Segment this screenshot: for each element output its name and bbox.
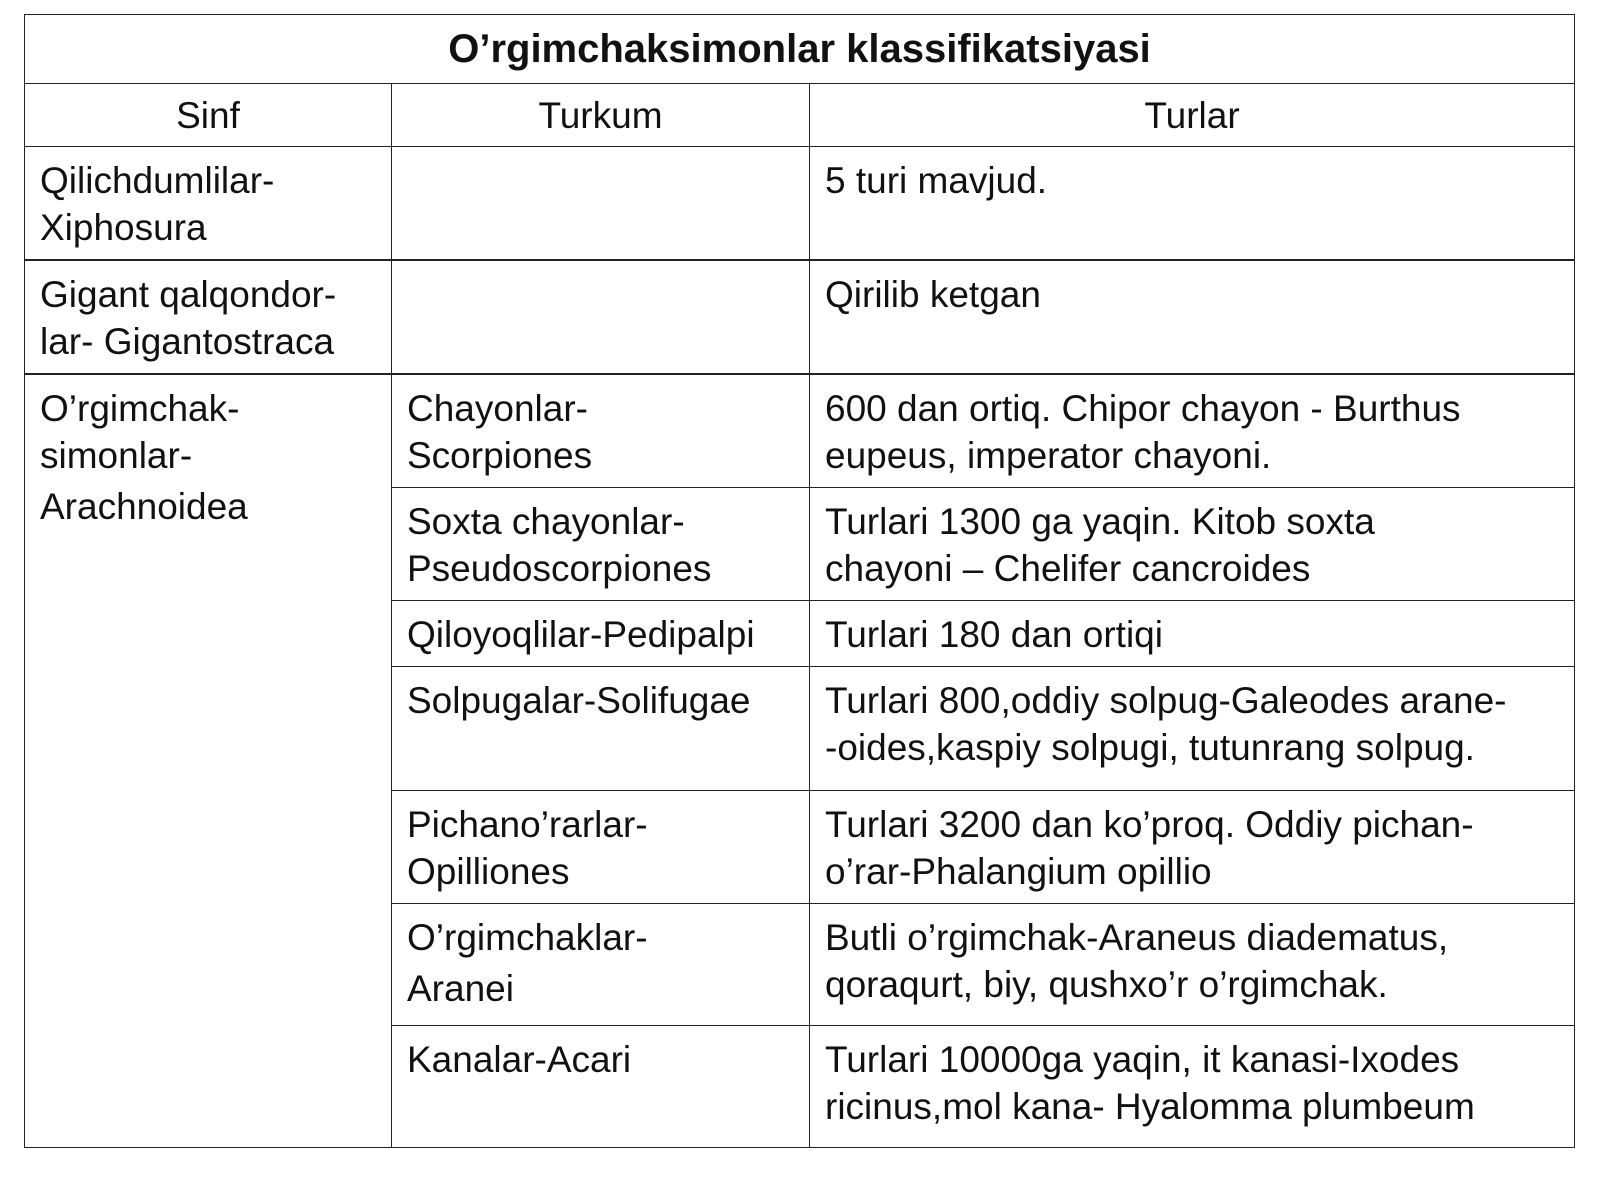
- cell-turlar: [810, 147, 1575, 261]
- cell-turlar: [810, 1026, 1575, 1148]
- turkum-text-line2: Aranei: [407, 968, 514, 1009]
- cell-turlar: [810, 904, 1575, 1026]
- cell-turkum: [392, 1026, 810, 1148]
- turlar-text: Turlari 10000ga yaqin, it kanasi-Ixodes ricinus,mol kana- Hyalomma plumbeum: [825, 1039, 1475, 1127]
- turlar-text: 5 turi mavjud.: [825, 160, 1048, 201]
- sinf-text: O’rgimchak- simonlar-: [40, 388, 240, 476]
- table-title-row: [25, 15, 1575, 84]
- turkum-text: [392, 147, 809, 165]
- cell-turlar: [810, 601, 1575, 667]
- table-header-row: [25, 84, 1575, 147]
- turlar-text: Turlari 1300 ga yaqin. Kitob soxta chayoni – Chelifer cancroides: [825, 501, 1375, 589]
- cell-turkum: [392, 601, 810, 667]
- header-turlar: Turlar: [810, 84, 1575, 147]
- turlar-text: Turlari 3200 dan ko’proq. Oddiy pichan- o’rar-Phalangium opillio: [825, 804, 1474, 892]
- turkum-text: O’rgimchaklar-: [407, 917, 648, 958]
- turkum-text: Qiloyoqlilar-Pedipalpi: [407, 614, 755, 655]
- cell-sinf: [25, 147, 392, 261]
- turkum-text: Solpugalar-Solifugae: [407, 680, 751, 721]
- turkum-text: Soxta chayonlar- Pseudoscorpiones: [407, 501, 712, 589]
- cell-sinf-arachnoidea: [25, 374, 392, 1148]
- table-row-scorpiones: [25, 374, 1575, 488]
- cell-turkum: [392, 904, 810, 1026]
- table-title: O’rgimchaksimonlar klassifikatsiyasi: [25, 15, 1575, 84]
- table-row-gigantostraca: [25, 260, 1575, 374]
- cell-turkum: [392, 374, 810, 488]
- turlar-text: Turlari 800,oddiy solpug-Galeodes arane- -oides,kaspiy solpugi, tutunrang solpug.: [825, 680, 1507, 768]
- cell-turlar: [810, 260, 1575, 374]
- header-sinf: Sinf: [25, 84, 392, 147]
- classification-table: [24, 14, 1575, 1148]
- turlar-text: Turlari 180 dan ortiqi: [825, 614, 1163, 655]
- cell-turlar: [810, 667, 1575, 791]
- turlar-text: Qirilib ketgan: [825, 274, 1041, 315]
- sinf-text-line3: Arachnoidea: [40, 486, 248, 527]
- cell-turkum: [392, 488, 810, 601]
- cell-turkum: [392, 791, 810, 904]
- turlar-text: Butli o’rgimchak-Araneus diadematus, qoraqurt, biy, qushxo’r o’rgimchak.: [825, 917, 1449, 1005]
- cell-turlar: [810, 374, 1575, 488]
- turkum-text: [392, 261, 809, 279]
- turkum-text: Chayonlar- Scorpiones: [407, 388, 593, 476]
- cell-turkum-empty: [392, 260, 810, 374]
- cell-turlar: [810, 791, 1575, 904]
- cell-sinf: [25, 260, 392, 374]
- turkum-text: Pichano’rarlar- Opilliones: [407, 804, 648, 892]
- cell-turlar: [810, 488, 1575, 601]
- table-row-xiphosura: [25, 147, 1575, 261]
- turkum-text: Kanalar-Acari: [407, 1039, 632, 1080]
- sinf-text: Qilichdumlilar- Xiphosura: [40, 160, 275, 248]
- cell-turkum-empty: [392, 147, 810, 261]
- turlar-text: 600 dan ortiq. Chipor chayon - Burthus eupeus, imperator chayoni.: [825, 388, 1461, 476]
- cell-turkum: [392, 667, 810, 791]
- sinf-text: Gigant qalqondor- lar- Gigantostraca: [40, 274, 337, 362]
- header-turkum: Turkum: [392, 84, 810, 147]
